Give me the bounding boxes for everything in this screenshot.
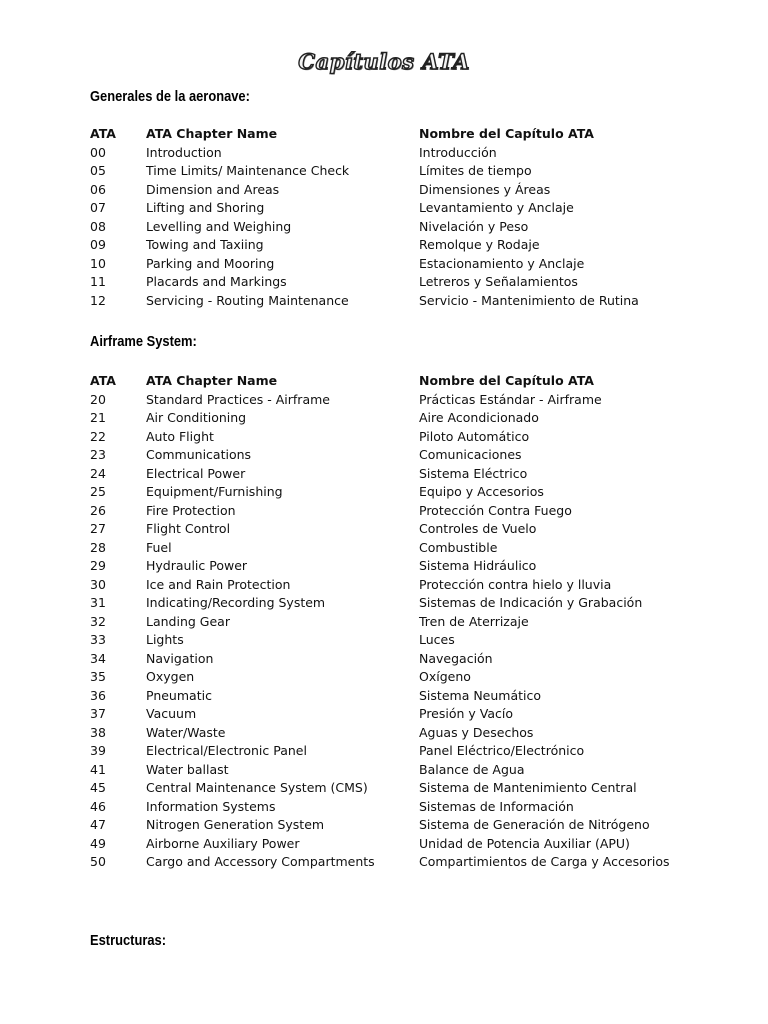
chapter-name: Time Limits/ Maintenance Check <box>146 163 350 178</box>
nombre-capitulo: Sistemas de Indicación y Grabación <box>419 595 643 610</box>
nombre-capitulo: Dimensiones y Áreas <box>419 181 551 197</box>
nombre-capitulo: Introducción <box>419 144 497 160</box>
column-header-ata: ATA <box>90 126 116 141</box>
table-row <box>90 557 750 576</box>
table-row <box>90 483 750 502</box>
chapter-name: Dimension and Areas <box>146 181 280 197</box>
table-row <box>90 687 750 706</box>
column-header-ata: ATA <box>90 373 116 388</box>
nombre-capitulo: Equipo y Accesorios <box>419 484 544 499</box>
nombre-capitulo: Aguas y Desechos <box>419 724 534 740</box>
table-row <box>90 255 750 274</box>
ata-code: 47 <box>90 817 106 832</box>
chapter-name: Hydraulic Power <box>146 558 248 573</box>
ata-code: 10 <box>90 255 106 271</box>
chapter-name: Central Maintenance System (CMS) <box>146 780 368 795</box>
nombre-capitulo: Piloto Automático <box>419 428 530 444</box>
table-row <box>90 853 750 872</box>
chapter-name: Airborne Auxiliary Power <box>146 835 300 851</box>
ata-code: 06 <box>90 181 106 197</box>
ata-code: 24 <box>90 465 106 481</box>
chapter-name: Electrical/Electronic Panel <box>146 743 307 758</box>
table-row <box>90 144 750 163</box>
chapter-name: Water ballast <box>146 761 229 777</box>
table-row <box>90 594 750 613</box>
ata-code: 07 <box>90 200 106 215</box>
table-row <box>90 391 750 410</box>
chapter-name: Navigation <box>146 650 214 666</box>
nombre-capitulo: Letreros y Señalamientos <box>419 274 578 289</box>
chapter-name: Lights <box>146 632 184 647</box>
table-row <box>90 668 750 687</box>
table-row <box>90 835 750 854</box>
nombre-capitulo: Remolque y Rodaje <box>419 237 540 252</box>
chapter-name: Pneumatic <box>146 687 212 703</box>
ata-code: 45 <box>90 780 106 795</box>
table-row <box>90 539 750 558</box>
ata-code: 46 <box>90 798 106 814</box>
chapter-name: Indicating/Recording System <box>146 595 326 610</box>
table-header-row <box>90 125 750 144</box>
table-row <box>90 576 750 595</box>
chapter-name: Oxygen <box>146 669 195 684</box>
chapter-name: Electrical Power <box>146 465 246 481</box>
table-row <box>90 816 750 835</box>
nombre-capitulo: Unidad de Potencia Auxiliar (APU) <box>419 835 630 851</box>
chapter-name: Introduction <box>146 144 222 160</box>
nombre-capitulo: Balance de Agua <box>419 761 525 777</box>
ata-code: 12 <box>90 292 106 308</box>
nombre-capitulo: Sistema Hidráulico <box>419 558 537 573</box>
table-row <box>90 181 750 200</box>
nombre-capitulo: Servicio - Mantenimiento de Rutina <box>419 292 639 308</box>
chapter-name: Levelling and Weighing <box>146 218 292 234</box>
nombre-capitulo: Tren de Aterrizaje <box>419 613 529 629</box>
chapter-name: Vacuum <box>146 706 197 721</box>
nombre-capitulo: Oxígeno <box>419 669 471 684</box>
document-title: Capítulos ATA <box>298 49 470 74</box>
chapter-name: Water/Waste <box>146 724 226 740</box>
chapter-name: Information Systems <box>146 798 276 814</box>
table-row <box>90 218 750 237</box>
column-header-nombre: Nombre del Capítulo ATA <box>419 126 594 141</box>
ata-code: 39 <box>90 743 106 758</box>
chapter-name: Ice and Rain Protection <box>146 576 291 592</box>
ata-code: 30 <box>90 576 106 592</box>
column-header-nombre: Nombre del Capítulo ATA <box>419 373 594 388</box>
nombre-capitulo: Navegación <box>419 650 493 666</box>
ata-code: 05 <box>90 163 106 178</box>
ata-code: 23 <box>90 447 106 462</box>
chapter-name: Landing Gear <box>146 613 230 629</box>
table-row <box>90 761 750 780</box>
ata-code: 25 <box>90 484 106 499</box>
ata-code: 38 <box>90 724 106 740</box>
ata-code: 20 <box>90 391 106 407</box>
ata-code: 36 <box>90 687 106 703</box>
table-row <box>90 631 750 650</box>
ata-code: 37 <box>90 706 106 721</box>
nombre-capitulo: Prácticas Estándar - Airframe <box>419 391 602 407</box>
table-row <box>90 292 750 311</box>
nombre-capitulo: Comunicaciones <box>419 447 522 462</box>
table-generales <box>90 125 750 310</box>
nombre-capitulo: Nivelación y Peso <box>419 218 529 234</box>
nombre-capitulo: Controles de Vuelo <box>419 521 537 536</box>
chapter-name: Nitrogen Generation System <box>146 817 325 832</box>
nombre-capitulo: Panel Eléctrico/Electrónico <box>419 743 585 758</box>
ata-code: 00 <box>90 144 106 160</box>
chapter-name: Cargo and Accessory Compartments <box>146 854 375 869</box>
nombre-capitulo: Sistema de Generación de Nitrógeno <box>419 817 650 832</box>
ata-code: 09 <box>90 237 106 252</box>
ata-code: 22 <box>90 428 106 444</box>
nombre-capitulo: Protección contra hielo y lluvia <box>419 576 612 592</box>
section-heading-airframe: Airframe System: <box>90 333 197 350</box>
ata-code: 34 <box>90 650 106 666</box>
nombre-capitulo: Compartimientos de Carga y Accesorios <box>419 854 670 869</box>
chapter-name: Lifting and Shoring <box>146 200 265 215</box>
ata-code: 26 <box>90 502 106 518</box>
nombre-capitulo: Protección Contra Fuego <box>419 502 572 518</box>
table-row <box>90 613 750 632</box>
table-row <box>90 798 750 817</box>
ata-code: 35 <box>90 669 106 684</box>
nombre-capitulo: Límites de tiempo <box>419 163 532 178</box>
table-airframe <box>90 372 750 872</box>
nombre-capitulo: Levantamiento y Anclaje <box>419 200 574 215</box>
table-row <box>90 502 750 521</box>
column-header-chapter-name: ATA Chapter Name <box>146 126 278 141</box>
title-banner <box>0 49 768 74</box>
table-row <box>90 162 750 181</box>
chapter-name: Fire Protection <box>146 502 236 518</box>
ata-code: 28 <box>90 539 106 555</box>
nombre-capitulo: Estacionamiento y Anclaje <box>419 255 585 271</box>
nombre-capitulo: Luces <box>419 632 455 647</box>
ata-code: 50 <box>90 854 106 869</box>
section-heading-estructuras: Estructuras: <box>90 932 166 949</box>
nombre-capitulo: Sistema de Mantenimiento Central <box>419 780 637 795</box>
table-row <box>90 779 750 798</box>
table-row <box>90 705 750 724</box>
chapter-name: Towing and Taxiing <box>146 237 264 252</box>
table-row <box>90 236 750 255</box>
chapter-name: Servicing - Routing Maintenance <box>146 292 349 308</box>
table-row <box>90 520 750 539</box>
ata-code: 33 <box>90 632 106 647</box>
table-row <box>90 465 750 484</box>
nombre-capitulo: Sistemas de Información <box>419 798 574 814</box>
nombre-capitulo: Presión y Vacío <box>419 706 514 721</box>
table-row <box>90 428 750 447</box>
table-row <box>90 199 750 218</box>
chapter-name: Placards and Markings <box>146 274 287 289</box>
table-header-row <box>90 372 750 391</box>
table-row <box>90 724 750 743</box>
ata-code: 41 <box>90 761 106 777</box>
nombre-capitulo: Aire Acondicionado <box>419 410 539 425</box>
chapter-name: Parking and Mooring <box>146 255 275 271</box>
nombre-capitulo: Combustible <box>419 539 498 555</box>
chapter-name: Standard Practices - Airframe <box>146 391 330 407</box>
ata-code: 11 <box>90 274 106 289</box>
table-row <box>90 742 750 761</box>
column-header-chapter-name: ATA Chapter Name <box>146 373 278 388</box>
ata-code: 29 <box>90 558 106 573</box>
nombre-capitulo: Sistema Eléctrico <box>419 465 528 481</box>
ata-code: 27 <box>90 521 106 536</box>
ata-code: 31 <box>90 595 106 610</box>
chapter-name: Fuel <box>146 539 172 555</box>
chapter-name: Equipment/Furnishing <box>146 484 283 499</box>
chapter-name: Air Conditioning <box>146 410 247 425</box>
ata-code: 08 <box>90 218 106 234</box>
table-row <box>90 446 750 465</box>
chapter-name: Communications <box>146 447 252 462</box>
section-heading-generales: Generales de la aeronave: <box>90 88 250 105</box>
ata-code: 49 <box>90 835 106 851</box>
table-row <box>90 409 750 428</box>
table-row <box>90 273 750 292</box>
nombre-capitulo: Sistema Neumático <box>419 687 542 703</box>
chapter-name: Flight Control <box>146 521 231 536</box>
table-row <box>90 650 750 669</box>
ata-code: 32 <box>90 613 106 629</box>
ata-code: 21 <box>90 410 106 425</box>
chapter-name: Auto Flight <box>146 428 214 444</box>
